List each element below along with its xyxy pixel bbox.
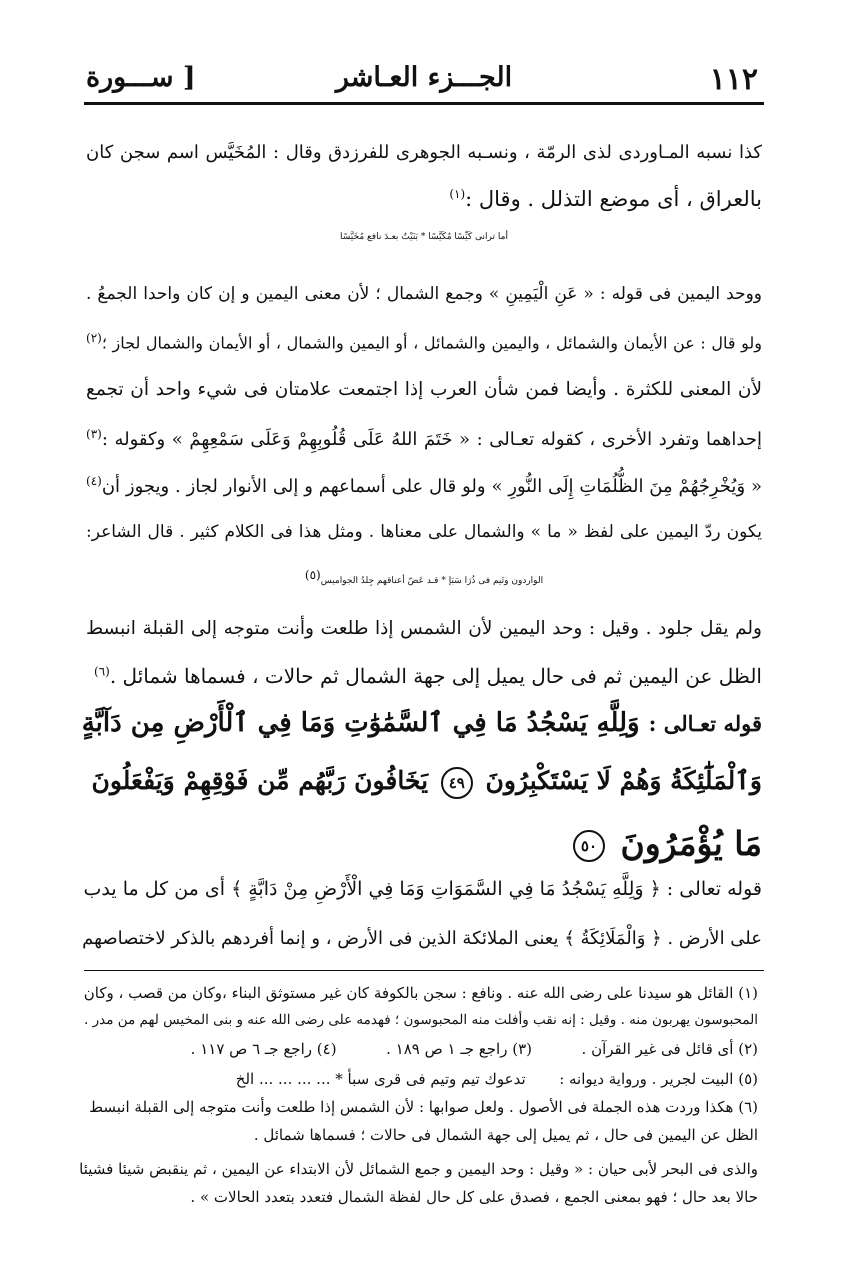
body-line-4 <box>86 331 762 352</box>
verse-line-2 <box>91 766 762 799</box>
footnote-ref-3: (٣) <box>86 427 102 441</box>
verse-text-3: مَا يُؤْمَرُونَ <box>620 824 762 863</box>
footnote-3: (٣) راجع جـ ١ ص ١٨٩ . <box>386 1040 532 1058</box>
poem-verse-2 <box>0 568 848 586</box>
body-line-10-text: الظل عن اليمين ثم فى حال يميل إلى جهة الشمال ثم حالات ، فسماها شمائل . <box>109 664 762 688</box>
footnote-6-line-1: (٦) هكذا وردت هذه الجملة فى الأصول . ولعل صوابها : لأن الشمس إذا طلعت وأنت متوجه إلى القبلة انبسط <box>89 1098 758 1116</box>
footnote-5-row <box>236 1070 758 1088</box>
ayah-marker-50: ٥٠ <box>573 830 605 862</box>
footnote-4: (٤) راجع جـ ٦ ص ١١٧ . <box>190 1040 337 1058</box>
surah-label: [ ســـورة <box>86 62 196 93</box>
footnote-6-line-2: الظل عن اليمين فى حال ، ثم يميل إلى جهة الشمال فى حالات ؛ فسماها شمائل . <box>253 1126 758 1144</box>
ayah-marker-49: ٤٩ <box>441 767 473 799</box>
page-number: ١١٢ <box>709 62 758 97</box>
footnote-ref-4: (٤) <box>86 474 102 488</box>
footnote-5-verse: تدعوك تيم وتيم فى قرى سبأ * ... ... ... ... الخ <box>235 1070 526 1088</box>
body-line-3: ووحد اليمين فى قوله : « عَنِ الْيَمِينِ » وجمع الشمال ؛ لأن معنى اليمين و إن كان واحدا الجمعُ . <box>86 284 762 304</box>
poem-verse-1: أما ترانى كَيِّسًا مُكَيَّسًا * بَنَيْتُ بعـدَ نافع مُخَيَّسًا <box>340 232 508 242</box>
verse-text-2b: يَخَافُونَ رَبَّهُم مِّن فَوْقِهِمْ وَيَفْعَلُونَ <box>91 766 429 795</box>
body-line-1: كذا نسبه المـاوردى لذى الرمّة ، ونسـبه الجوهرى للفرزدق وقال : المُخَيَّس اسم سجن كان <box>86 142 762 163</box>
body-line-4-text: ولو قال : عن الأيمان والشمائل ، واليمين والشمائل ، أو اليمين والشمال ، أو الأيمان والشمال لجاز ؛ <box>101 333 762 353</box>
header-rule <box>84 102 764 105</box>
verse-line-3 <box>569 824 762 863</box>
footnote-1-line-1: (١) القائل هو سيدنا على رضى الله عنه . ونافع : سجن بالكوفة كان غير مستوثق البناء ،وكان من قصب ، وكان <box>83 984 758 1002</box>
footnote-ref-5: (٥) <box>304 568 321 582</box>
verse-text-1: وَلِلَّهِ يَسْجُدُ مَا فِي ٱلسَّمَٰوَٰتِ وَمَا فِي ٱلْأَرْضِ مِن دَآبَّةٍ <box>81 708 640 738</box>
footnote-ref-6: (٦) <box>94 664 110 679</box>
verse-text-2: وَٱلْمَلَٰٓئِكَةُ وَهُمْ لَا يَسْتَكْبِرُونَ <box>485 766 762 795</box>
body-line-6 <box>86 427 762 450</box>
part-title: الجـــزء العـاشر <box>335 62 513 93</box>
verse-intro: قوله تعـالى : <box>648 711 762 736</box>
body-line-9: ولم يقل جلود . وقيل : وحد اليمين لأن الشمس إذا طلعت وأنت متوجه إلى القبلة انبسط <box>86 618 762 639</box>
footnote-ref-1: (١) <box>449 187 466 201</box>
footnote-6-line-4: حالا بعد حال ؛ فهو بمعنى الجمع ، فصدق على كل حال لفظة الشمال فتعدد بتعدد الحالات » . <box>190 1188 758 1206</box>
body-line-7-text: « وَيُخْرِجُهُمْ مِنَ الظُّلُمَاتِ إِلَى النُّورِ » ولو قال على أسماعهم و إلى الأنوار لجاز . ويجوز أن <box>101 476 762 497</box>
poem-verse-2-text: الواردون وتَيم فى ذُرَا سَبَإ * قـد عَضّ أعناقهم جِلدُ الجواميس <box>320 576 544 586</box>
commentary-line-2: على الأرض . ﴿ وَالْمَلَائِكَةُ ﴾ يعنى الملائكة الذين فى الأرض ، و إنما أفردهم بالذكر لاختصاصهم <box>82 928 762 949</box>
footnote-2: (٢) أى قائل فى غير القرآن . <box>581 1040 758 1058</box>
body-line-2 <box>449 187 762 211</box>
body-line-6-text: إحداهما وتفرد الأخرى ، كقوله تعـالى : « خَتَمَ اللهُ عَلَى قُلُوبِهِمْ وَعَلَى سَمْعِهِمْ » وكقوله : <box>101 429 762 450</box>
footnote-5-label: (٥) البيت لجرير . ورواية ديوانه : <box>559 1070 758 1088</box>
body-line-2-text: بالعراق ، أى موضع التذلل . وقال : <box>465 187 762 211</box>
footnote-rule <box>84 970 764 971</box>
footnote-refs-row <box>191 1040 758 1058</box>
footnote-ref-2: (٢) <box>86 331 102 345</box>
body-line-7 <box>86 474 762 497</box>
verse-line-1 <box>82 708 762 738</box>
footnote-6-line-3: والذى فى البحر لأبى حيان : « وقيل : وحد اليمين و جمع الشمائل لأن الابتداء عن اليمين ، ثم ينقبض شيئا فشيئا <box>79 1160 758 1178</box>
footnote-1-line-2: المحبوسون يهربون منه . وقيل : إنه نقب وأفلت منه المحبوسون ؛ فهدمه على رضى الله عنه و بنى المخيس لهم من مدر . <box>84 1012 758 1028</box>
commentary-line-1: قوله تعالى : ﴿ وَلِلَّهِ يَسْجُدُ مَا فِي السَّمَوَاتِ وَمَا فِي الْأَرْضِ مِنْ دَابَّةٍ ﴾ أى من كل ما يدب <box>83 878 762 900</box>
body-line-8: يكون ردّ اليمين على لفظ « ما » والشمال على معناها . ومثل هذا فى الكلام كثير . قال الشاعر: <box>86 522 762 542</box>
body-line-10 <box>94 664 762 688</box>
body-line-5: لأن المعنى للكثرة . وأيضا فمن شأن العرب إذا اجتمعت علامتان فى شيء واحد أن تجمع <box>86 379 762 400</box>
page-header <box>0 62 848 102</box>
